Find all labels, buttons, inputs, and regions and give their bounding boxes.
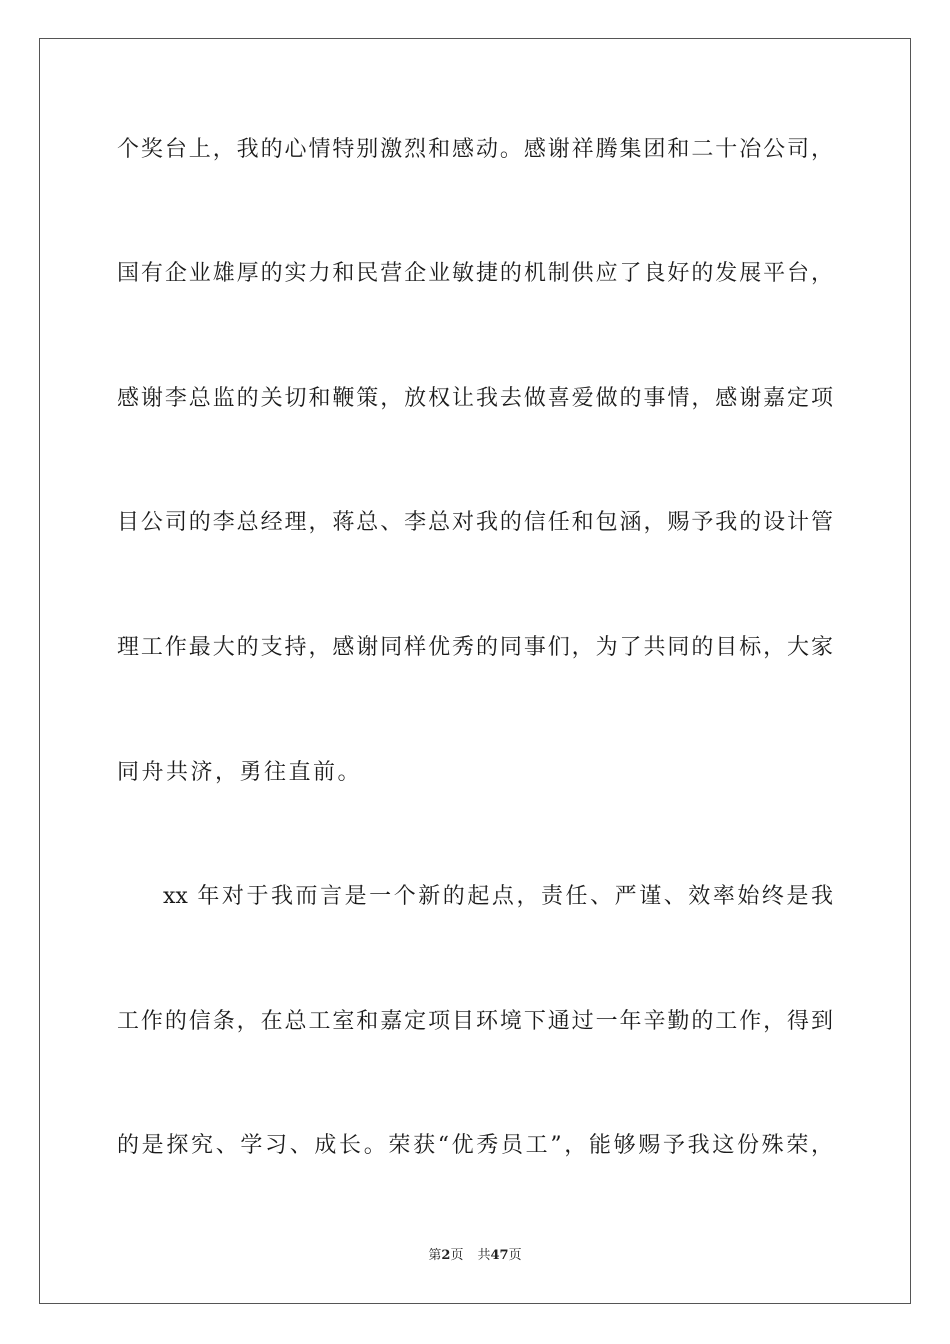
- page-footer: [0, 1247, 950, 1265]
- page-number: 2: [441, 1248, 451, 1263]
- total-pages: 47: [490, 1248, 509, 1263]
- text-line-7-indented: xx 年对于我而言是一个新的起点，责任、严谨、效率始终是我: [163, 884, 833, 909]
- text-line-5: 理工作最大的支持，感谢同样优秀的同事们，为了共同的目标，大家: [117, 635, 833, 660]
- text-line-8: 工作的信条，在总工室和嘉定项目环境下通过一年辛勤的工作，得到: [117, 1009, 833, 1034]
- text-line-6: 同舟共济，勇往直前。: [117, 760, 363, 785]
- text-line-2: 国有企业雄厚的实力和民营企业敏捷的机制供应了良好的发展平台，: [117, 261, 833, 286]
- total-suffix: 页: [508, 1248, 522, 1263]
- text-line-1: 个奖台上，我的心情特别激烈和感动。感谢祥腾集团和二十冶公司，: [117, 137, 833, 162]
- text-line-3: 感谢李总监的关切和鞭策，放权让我去做喜爱做的事情，感谢嘉定项: [117, 386, 833, 411]
- text-line-9: 的是探究、学习、成长。荣获“优秀员工”，能够赐予我这份殊荣，: [117, 1133, 833, 1158]
- page-border: [39, 38, 911, 1304]
- page-suffix: 页: [450, 1248, 464, 1263]
- total-prefix: 共: [477, 1248, 491, 1263]
- page-prefix: 第: [428, 1248, 442, 1263]
- text-line-4: 目公司的李总经理，蒋总、李总对我的信任和包涵，赐予我的设计管: [117, 510, 833, 535]
